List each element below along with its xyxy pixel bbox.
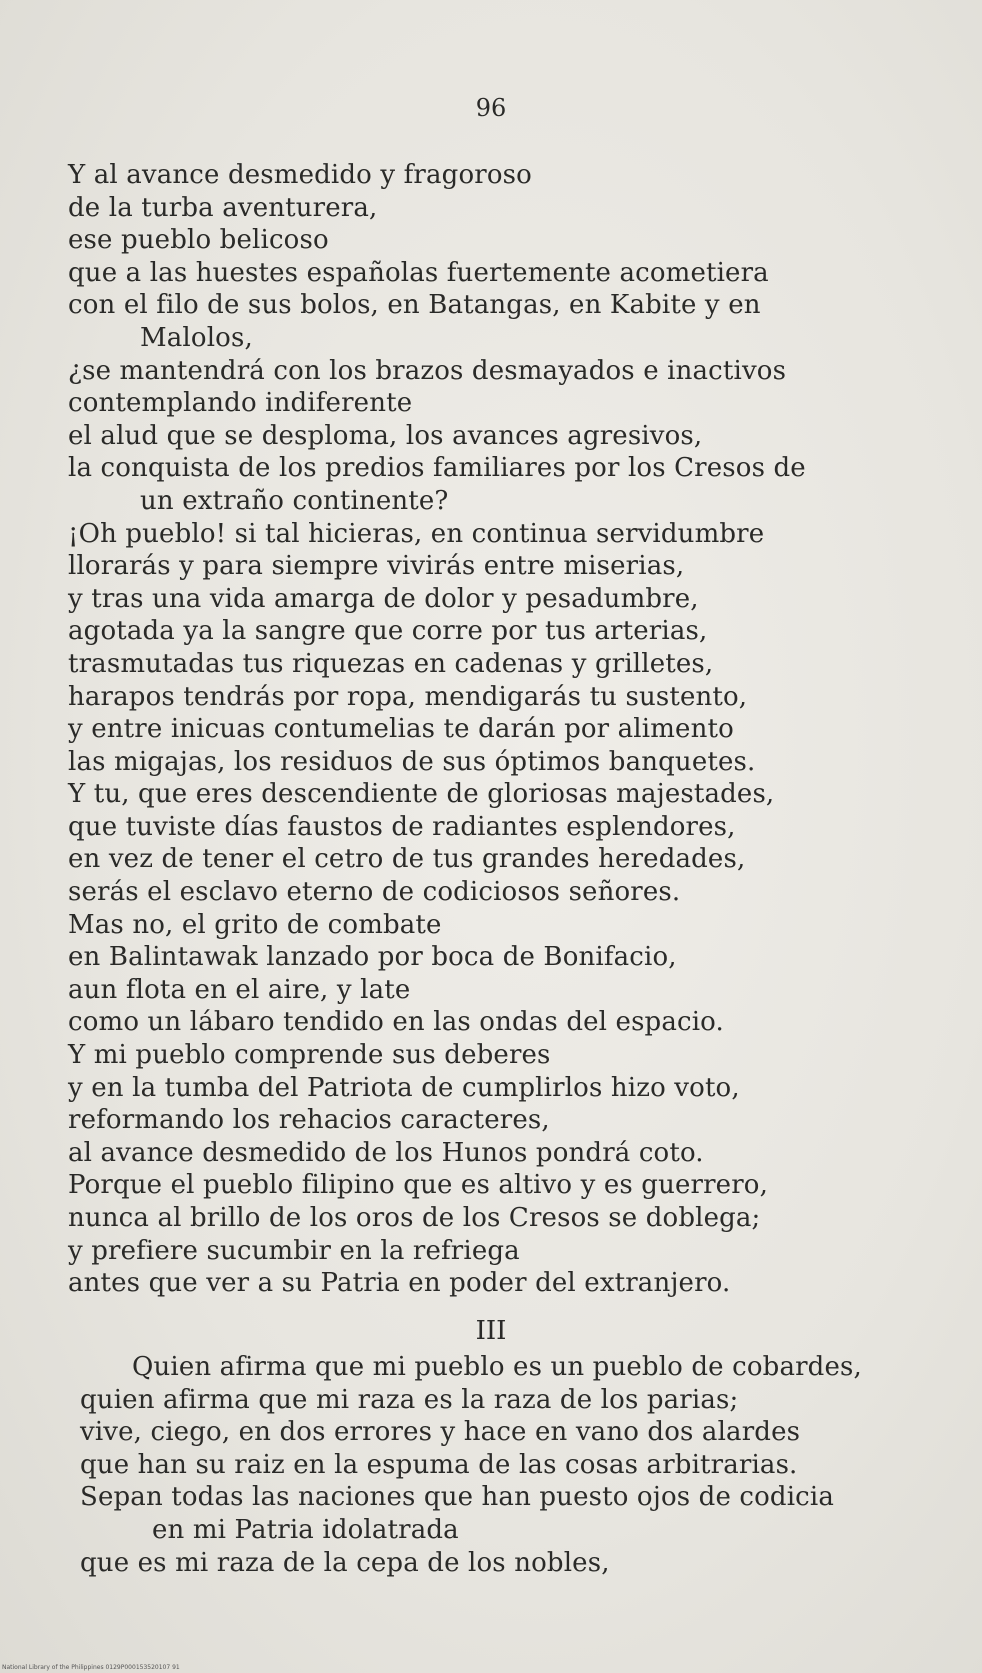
poem-line: en Balintawak lanzado por boca de Bonifacio, (68, 942, 677, 973)
poem-line: que tuviste días faustos de radiantes esplendores, (68, 811, 736, 842)
poem-line: y tras una vida amarga de dolor y pesadumbre, (68, 583, 699, 614)
poem-line: como un lábaro tendido en las ondas del espacio. (68, 1007, 724, 1038)
poem-line: llorarás y para siempre vivirás entre miserias, (68, 551, 685, 582)
poem-line: agotada ya la sangre que corre por tus arterias, (68, 616, 708, 647)
poem-line: ese pueblo belicoso (68, 225, 329, 256)
poem-line: ¡Oh pueblo! si tal hicieras, en continua servidumbre (68, 518, 765, 549)
poem-stanza-2 (80, 1351, 980, 1579)
poem-line: serás el esclavo eterno de codiciosos señores. (68, 877, 681, 908)
poem-line: al avance desmedido de los Hunos pondrá coto. (68, 1137, 704, 1168)
poem-line: las migajas, los residuos de sus óptimos banquetes. (68, 746, 756, 777)
poem-line: Quien afirma que mi pueblo es un pueblo de cobardes, (132, 1352, 862, 1382)
poem-line: el alud que se desploma, los avances agresivos, (68, 420, 703, 451)
poem-line-continuation: en mi Patria idolatrada (152, 1514, 459, 1545)
poem-line: Sepan todas las naciones que han puesto ojos de codicia (80, 1482, 834, 1513)
poem-line: en vez de tener el cetro de tus grandes heredades, (68, 844, 746, 875)
poem-line: harapos tendrás por ropa, mendigarás tu sustento, (68, 681, 748, 712)
poem-line: reformando los rehacios caracteres, (68, 1105, 550, 1136)
poem-line: y prefiere sucumbir en la refriega (68, 1235, 520, 1266)
poem-stanza-1 (68, 159, 968, 1300)
poem-line: trasmutadas tus riquezas en cadenas y grilletes, (68, 648, 714, 679)
poem-line: nunca al brillo de los oros de los Cresos se doblega; (68, 1203, 761, 1233)
poem-line: quien afirma que mi raza es la raza de los parias; (80, 1384, 739, 1415)
poem-line: Y mi pueblo comprende sus deberes (68, 1040, 551, 1071)
poem-line: Mas no, el grito de combate (68, 909, 442, 940)
poem-line: que a las huestes españolas fuertemente acometiera (68, 257, 769, 288)
poem-line: Y tu, que eres descendiente de gloriosas majestades, (68, 779, 775, 810)
poem-line: que es mi raza de la cepa de los nobles, (80, 1547, 610, 1578)
poem-line: con el filo de sus bolos, en Batangas, en Kabite y en (68, 290, 761, 321)
poem-line: vive, ciego, en dos errores y hace en vano dos alardes (80, 1417, 801, 1448)
poem-line: y entre inicuas contumelias te darán por alimento (68, 714, 734, 745)
poem-line: Y al avance desmedido y fragoroso (68, 160, 532, 190)
poem-line: la conquista de los predios familiares por los Cresos de (68, 453, 806, 484)
poem-line: que han su raiz en la espuma de las cosas arbitrarias. (80, 1449, 798, 1480)
poem-line-continuation: un extraño continente? (140, 485, 449, 516)
poem-line: antes que ver a su Patria en poder del extranjero. (68, 1268, 731, 1299)
poem-line: y en la tumba del Patriota de cumplirlos hizo voto, (68, 1072, 740, 1103)
section-heading: III (475, 1316, 507, 1346)
poem-line: ¿se mantendrá con los brazos desmayados e inactivos (68, 355, 787, 386)
page-number: 96 (475, 94, 507, 122)
poem-line: aun flota en el aire, y late (68, 974, 411, 1005)
poem-line: de la turba aventurera, (68, 192, 378, 223)
poem-line: contemplando indiferente (68, 388, 413, 419)
poem-line: Porque el pueblo filipino que es altivo y es guerrero, (68, 1170, 769, 1201)
library-footer-note: National Library of the Philippines 0129P000153520107 91 (2, 1664, 180, 1671)
poem-line-continuation: Malolos, (140, 322, 253, 353)
